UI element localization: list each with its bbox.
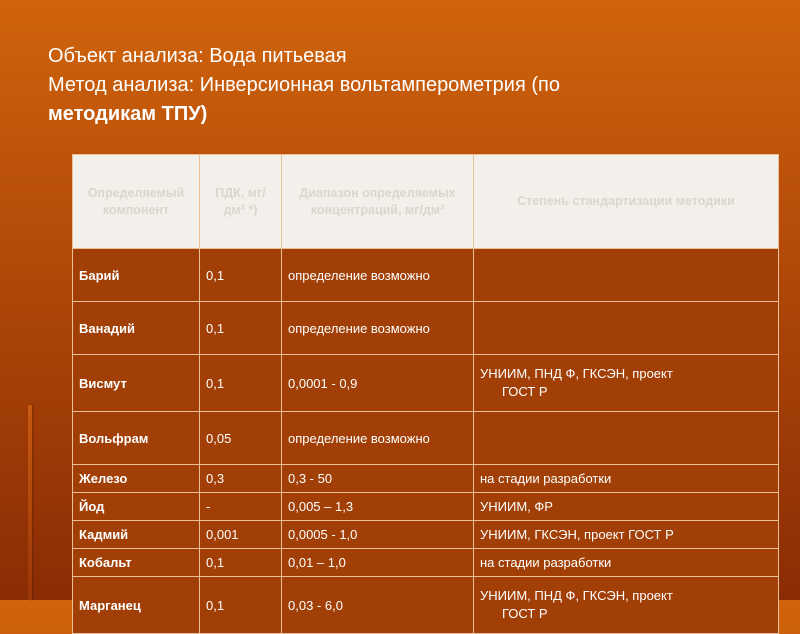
- cell-range: 0,01 – 1,0: [282, 549, 474, 577]
- table-row: [73, 549, 779, 577]
- table-row: [73, 465, 779, 493]
- table-row: [73, 521, 779, 549]
- cell-pdk: -: [200, 493, 282, 521]
- cell-range: 0,005 – 1,3: [282, 493, 474, 521]
- cell-pdk: 0,1: [200, 549, 282, 577]
- cell-range: определение возможно: [282, 249, 474, 302]
- cell-component: Марганец: [73, 577, 200, 634]
- cell-pdk: 0,1: [200, 249, 282, 302]
- cell-pdk: 0,1: [200, 577, 282, 634]
- cell-range: 0,0001 - 0,9: [282, 355, 474, 412]
- table-row: [73, 249, 779, 302]
- header-component: Определяемый компонент: [73, 155, 200, 249]
- cell-standard: [474, 302, 779, 355]
- cell-range: 0,3 - 50: [282, 465, 474, 493]
- cell-standard: [474, 577, 779, 634]
- slide-title: [48, 42, 768, 129]
- cell-component: Висмут: [73, 355, 200, 412]
- cell-pdk: 0,05: [200, 412, 282, 465]
- cell-range: 0,0005 - 1,0: [282, 521, 474, 549]
- cell-standard: УНИИМ, ГКСЭН, проект ГОСТ Р: [474, 521, 779, 549]
- table-row: [73, 355, 779, 412]
- header-range: Диапазон определяемых концентраций, мг/дм³: [282, 155, 474, 249]
- title-analysis-method: Метод анализа: Инверсионная вольтамперометрия (по: [48, 74, 560, 96]
- cell-standard-line2: ГОСТ Р: [502, 606, 548, 621]
- table-row: [73, 493, 779, 521]
- cell-standard-line2: ГОСТ Р: [502, 384, 548, 399]
- cell-standard: [474, 412, 779, 465]
- analysis-table: [72, 154, 779, 634]
- cell-component: Йод: [73, 493, 200, 521]
- cell-pdk: 0,1: [200, 355, 282, 412]
- cell-component: Вольфрам: [73, 412, 200, 465]
- table-row: [73, 302, 779, 355]
- cell-component: Барий: [73, 249, 200, 302]
- table-row: [73, 412, 779, 465]
- cell-standard: на стадии разработки: [474, 549, 779, 577]
- cell-standard: на стадии разработки: [474, 465, 779, 493]
- cell-standard-line1: УНИИМ, ПНД Ф, ГКСЭН, проект: [480, 588, 673, 603]
- table-header-row: [73, 155, 779, 249]
- cell-standard: [474, 249, 779, 302]
- cell-component: Кадмий: [73, 521, 200, 549]
- cell-pdk: 0,1: [200, 302, 282, 355]
- table-row: [73, 577, 779, 634]
- header-standard: Степень стандартизации методики: [474, 155, 779, 249]
- header-pdk: ПДК, мг/дм³ *): [200, 155, 282, 249]
- title-analysis-method-cont: методикам ТПУ): [48, 103, 208, 125]
- cell-range: определение возможно: [282, 302, 474, 355]
- decorative-accent-bar: [28, 405, 32, 600]
- cell-range: 0,03 - 6,0: [282, 577, 474, 634]
- cell-component: Кобальт: [73, 549, 200, 577]
- cell-pdk: 0,3: [200, 465, 282, 493]
- cell-range: определение возможно: [282, 412, 474, 465]
- cell-standard-line1: УНИИМ, ПНД Ф, ГКСЭН, проект: [480, 366, 673, 381]
- cell-component: Ванадий: [73, 302, 200, 355]
- cell-standard: УНИИМ, ФР: [474, 493, 779, 521]
- cell-component: Железо: [73, 465, 200, 493]
- title-analysis-object: Объект анализа: Вода питьевая: [48, 45, 347, 67]
- cell-pdk: 0,001: [200, 521, 282, 549]
- cell-standard: [474, 355, 779, 412]
